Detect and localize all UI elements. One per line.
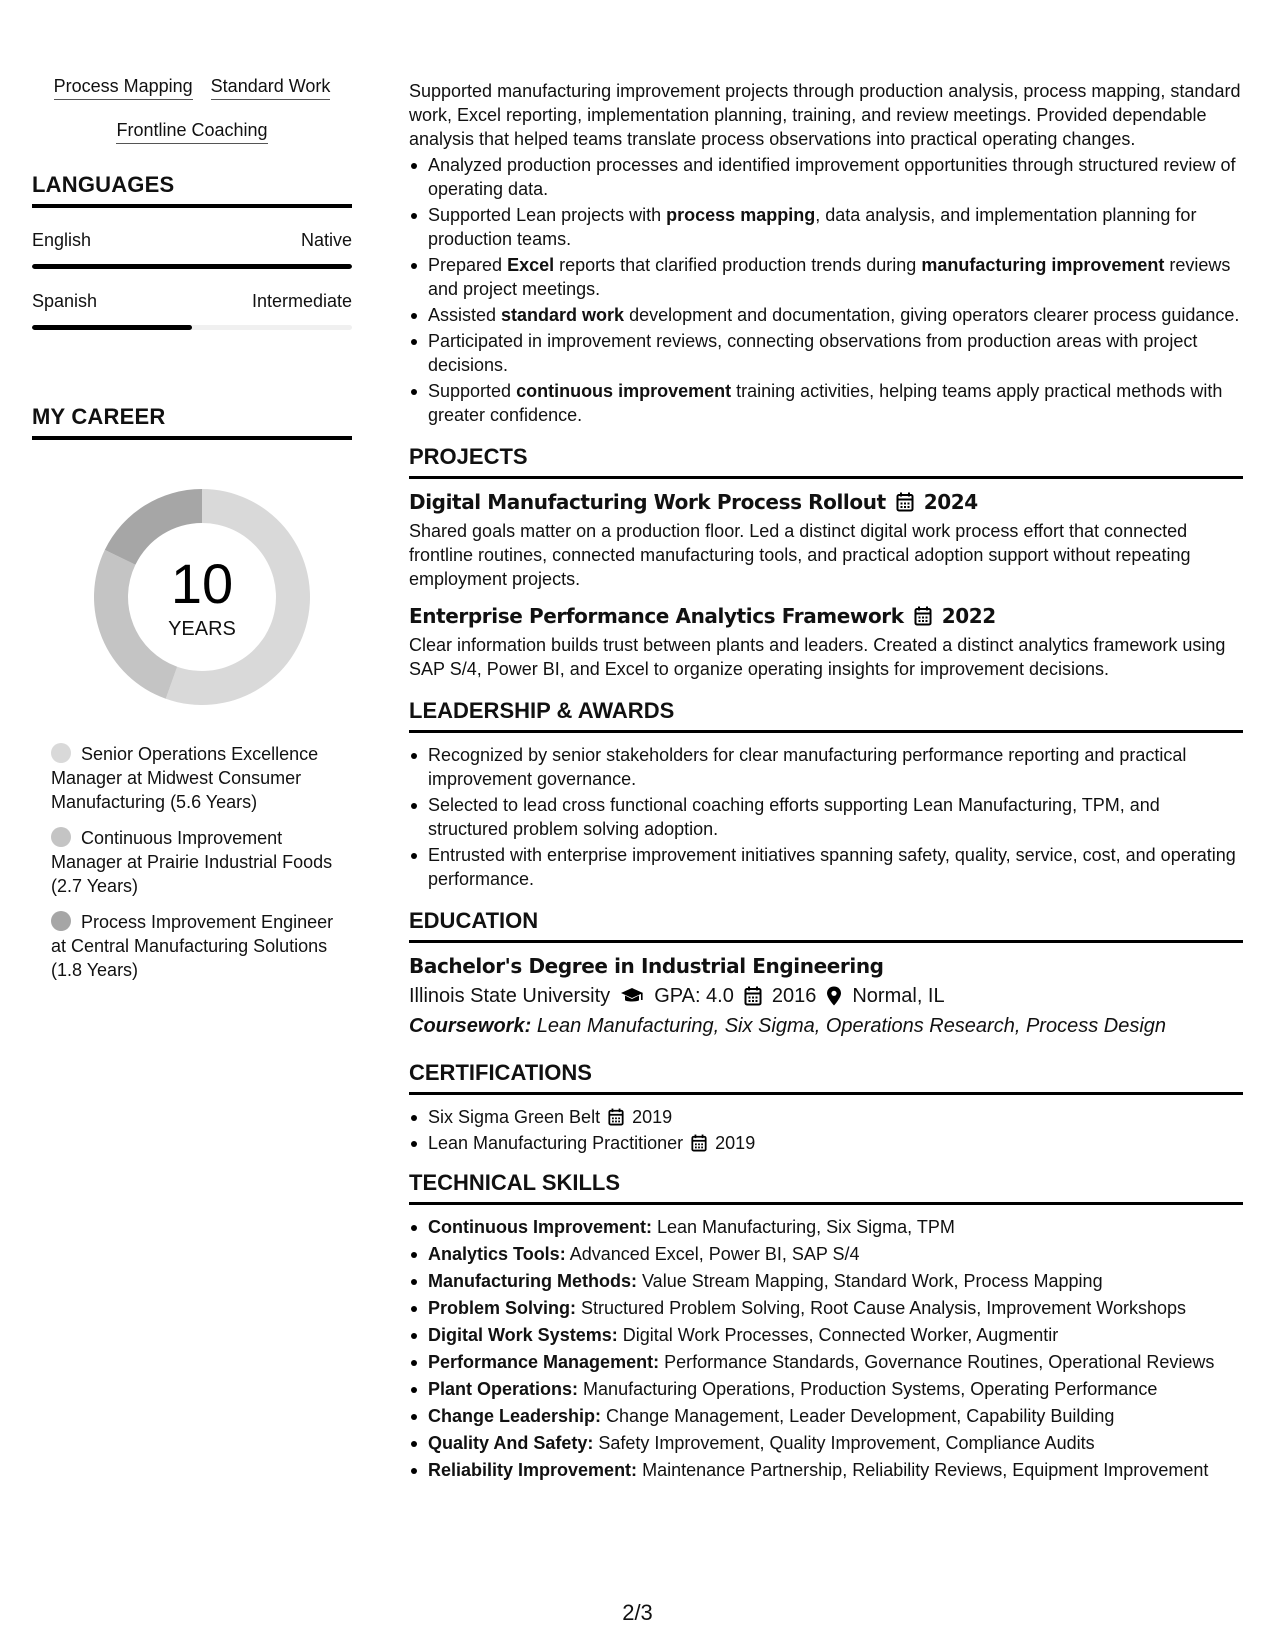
skill-category: Change Leadership: (428, 1406, 602, 1426)
language-proficiency-fill (32, 325, 192, 330)
bullet-text: reports that clarified production trends during (554, 255, 922, 275)
certifications-list (409, 1105, 1243, 1155)
bullet-text: training activities, helping teams apply practical methods with greater confidence. (428, 381, 1223, 425)
technical-skills-heading: TECHNICAL SKILLS (409, 1169, 1243, 1205)
technical-skills-list (409, 1215, 1243, 1482)
language-item (32, 291, 352, 330)
technical-skill-item (409, 1350, 1243, 1374)
career-total-number: 10 (170, 552, 234, 615)
legend-dot-icon (51, 911, 71, 931)
skill-category: Reliability Improvement: (428, 1460, 638, 1480)
skill-values: Structured Problem Solving, Root Cause Analysis, Improvement Workshops (581, 1298, 1186, 1318)
degree-title: Bachelor's Degree in Industrial Engineering (409, 954, 884, 978)
bullet-text: Supported (428, 381, 517, 401)
skill-category: Performance Management: (428, 1352, 660, 1372)
map-pin-icon (826, 986, 842, 1006)
coursework (409, 1011, 1243, 1041)
career-legend-item (51, 826, 341, 898)
bullet-text: Participated in improvement reviews, connecting observations from production areas with project decisions. (428, 331, 1198, 375)
graduation-year: 2016 (771, 985, 817, 1007)
bullet-text: Analyzed production processes and identified improvement opportunities through structured review of operating data. (428, 155, 1236, 199)
skill-category: Continuous Improvement: (428, 1217, 652, 1237)
calendar-icon (914, 606, 932, 626)
project-item (409, 489, 1243, 591)
career-heading: MY CAREER (32, 404, 352, 440)
technical-skill-item (409, 1431, 1243, 1455)
education-details (409, 981, 1243, 1011)
certification-item (409, 1105, 1243, 1129)
skill-values: Maintenance Partnership, Reliability Reviews, Equipment Improvement (642, 1460, 1209, 1480)
calendar-icon (691, 1134, 707, 1152)
experience-bullet (409, 253, 1243, 301)
technical-skill-item (409, 1269, 1243, 1293)
language-proficiency-bar (32, 264, 352, 269)
bullet-keyword: standard work (501, 305, 625, 325)
skill-values: Manufacturing Operations, Production Systems, Operating Performance (583, 1379, 1158, 1399)
skill-tags (32, 76, 352, 144)
experience-bullet (409, 379, 1243, 427)
school-location: Normal, IL (852, 985, 945, 1007)
technical-skill-item (409, 1215, 1243, 1239)
project-title: Enterprise Performance Analytics Framework (409, 604, 904, 628)
coursework-list: Lean Manufacturing, Six Sigma, Operations Research, Process Design (536, 1015, 1167, 1037)
language-proficiency-bar (32, 325, 352, 330)
legend-dot-icon (51, 743, 71, 763)
career-role-label: Senior Operations Excellence Manager at Midwest Consumer Manufacturing (5.6 Years) (51, 744, 319, 812)
experience-bullets (409, 153, 1243, 427)
career-legend-item (51, 910, 341, 982)
education-heading: EDUCATION (409, 907, 1243, 943)
skill-values: Lean Manufacturing, Six Sigma, TPM (657, 1217, 955, 1237)
project-description: Clear information builds trust between plants and leaders. Created a distinct analytics framework using SAP S/4, Power BI, and Excel to organize operating insights for improvement decisions. (409, 635, 1226, 679)
skill-category: Manufacturing Methods: (428, 1271, 637, 1291)
project-year: 2024 (923, 490, 978, 514)
project-title: Digital Manufacturing Work Process Rollout (409, 490, 886, 514)
experience-bullet (409, 303, 1243, 327)
bullet-text: reviews and project meetings. (428, 255, 1231, 299)
technical-skill-item (409, 1458, 1243, 1482)
skill-category: Digital Work Systems: (428, 1325, 618, 1345)
experience-bullet (409, 153, 1243, 201)
skill-category: Quality And Safety: (428, 1433, 594, 1453)
coursework-label: Coursework: (409, 1015, 532, 1037)
skill-values: Value Stream Mapping, Standard Work, Process Mapping (642, 1271, 1103, 1291)
certification-name: Six Sigma Green Belt (428, 1107, 601, 1127)
skill-values: Digital Work Processes, Connected Worker, Augmentir (622, 1325, 1059, 1345)
projects-heading: PROJECTS (409, 443, 1243, 479)
language-level: Intermediate (251, 291, 352, 311)
project-item (409, 603, 1243, 681)
main-content (409, 79, 1243, 1485)
skill-values: Change Management, Leader Development, Capability Building (606, 1406, 1115, 1426)
calendar-icon (608, 1108, 624, 1126)
certification-item (409, 1131, 1243, 1155)
bullet-keyword: Excel (507, 255, 555, 275)
language-name: Spanish (32, 291, 98, 311)
skill-category: Problem Solving: (428, 1298, 577, 1318)
skill-values: Safety Improvement, Quality Improvement, Compliance Audits (598, 1433, 1095, 1453)
leadership-item: Entrusted with enterprise improvement initiatives spanning safety, quality, service, cost, and operating performance. (409, 843, 1243, 891)
certification-year: 2019 (632, 1107, 673, 1127)
experience-bullet (409, 329, 1243, 377)
technical-skill-item (409, 1377, 1243, 1401)
technical-skill-item (409, 1323, 1243, 1347)
bullet-text: Prepared (428, 255, 508, 275)
skill-category: Plant Operations: (428, 1379, 579, 1399)
experience-bullet (409, 203, 1243, 251)
school-name: Illinois State University (409, 985, 611, 1007)
career-donut-chart (87, 482, 317, 712)
skill-category: Analytics Tools: (428, 1244, 566, 1264)
gpa: GPA: 4.0 (654, 985, 734, 1007)
leadership-item: Recognized by senior stakeholders for clear manufacturing performance reporting and practical improvement governance. (409, 743, 1243, 791)
skill-tag: Standard Work (211, 76, 331, 100)
bullet-keyword: continuous improvement (516, 381, 732, 401)
language-item (32, 230, 352, 269)
experience-summary: Supported manufacturing improvement projects through production analysis, process mapping, standard work, Excel reporting, implementation planning, training, and review meetings. Provided dependable analysis that helped teams translate process observations into practical operating changes. (409, 81, 1241, 149)
career-legend (51, 742, 341, 982)
technical-skill-item (409, 1296, 1243, 1320)
graduation-cap-icon (620, 987, 644, 1005)
career-legend-item (51, 742, 341, 814)
legend-dot-icon (51, 827, 71, 847)
skill-values: Performance Standards, Governance Routines, Operational Reviews (664, 1352, 1215, 1372)
language-name: English (32, 230, 92, 250)
certifications-heading: CERTIFICATIONS (409, 1059, 1243, 1095)
page-number: 2/3 (622, 1600, 653, 1625)
sidebar (32, 76, 352, 994)
project-year: 2022 (941, 604, 996, 628)
career-total-unit: YEARS (168, 618, 236, 640)
language-level: Native (300, 230, 352, 250)
leadership-list (409, 743, 1243, 891)
project-description: Shared goals matter on a production floor. Led a distinct digital work process effort that connected frontline routines, connected manufacturing tools, and practical adoption support without repeating employment projects. (409, 521, 1191, 589)
bullet-text: Supported Lean projects with (428, 205, 667, 225)
career-role-label: Process Improvement Engineer at Central Manufacturing Solutions (1.8 Years) (51, 912, 334, 980)
skill-values: Advanced Excel, Power BI, SAP S/4 (569, 1244, 860, 1264)
leadership-item: Selected to lead cross functional coaching efforts supporting Lean Manufacturing, TPM, and structured problem solving adoption. (409, 793, 1243, 841)
skill-tag: Process Mapping (54, 76, 193, 100)
certification-name: Lean Manufacturing Practitioner (428, 1133, 684, 1153)
bullet-keyword: manufacturing improvement (921, 255, 1165, 275)
skill-tag: Frontline Coaching (116, 120, 267, 144)
bullet-text: development and documentation, giving operators clearer process guidance. (624, 305, 1240, 325)
languages-heading: LANGUAGES (32, 172, 352, 208)
certification-year: 2019 (715, 1133, 756, 1153)
calendar-icon (896, 492, 914, 512)
leadership-heading: LEADERSHIP & AWARDS (409, 697, 1243, 733)
technical-skill-item (409, 1404, 1243, 1428)
bullet-keyword: process mapping (666, 205, 816, 225)
calendar-icon (744, 986, 762, 1006)
language-proficiency-fill (32, 264, 352, 269)
bullet-text: Assisted (428, 305, 502, 325)
technical-skill-item (409, 1242, 1243, 1266)
career-role-label: Continuous Improvement Manager at Prairie Industrial Foods (2.7 Years) (51, 828, 333, 896)
bullet-text: , data analysis, and implementation planning for production teams. (428, 205, 1197, 249)
